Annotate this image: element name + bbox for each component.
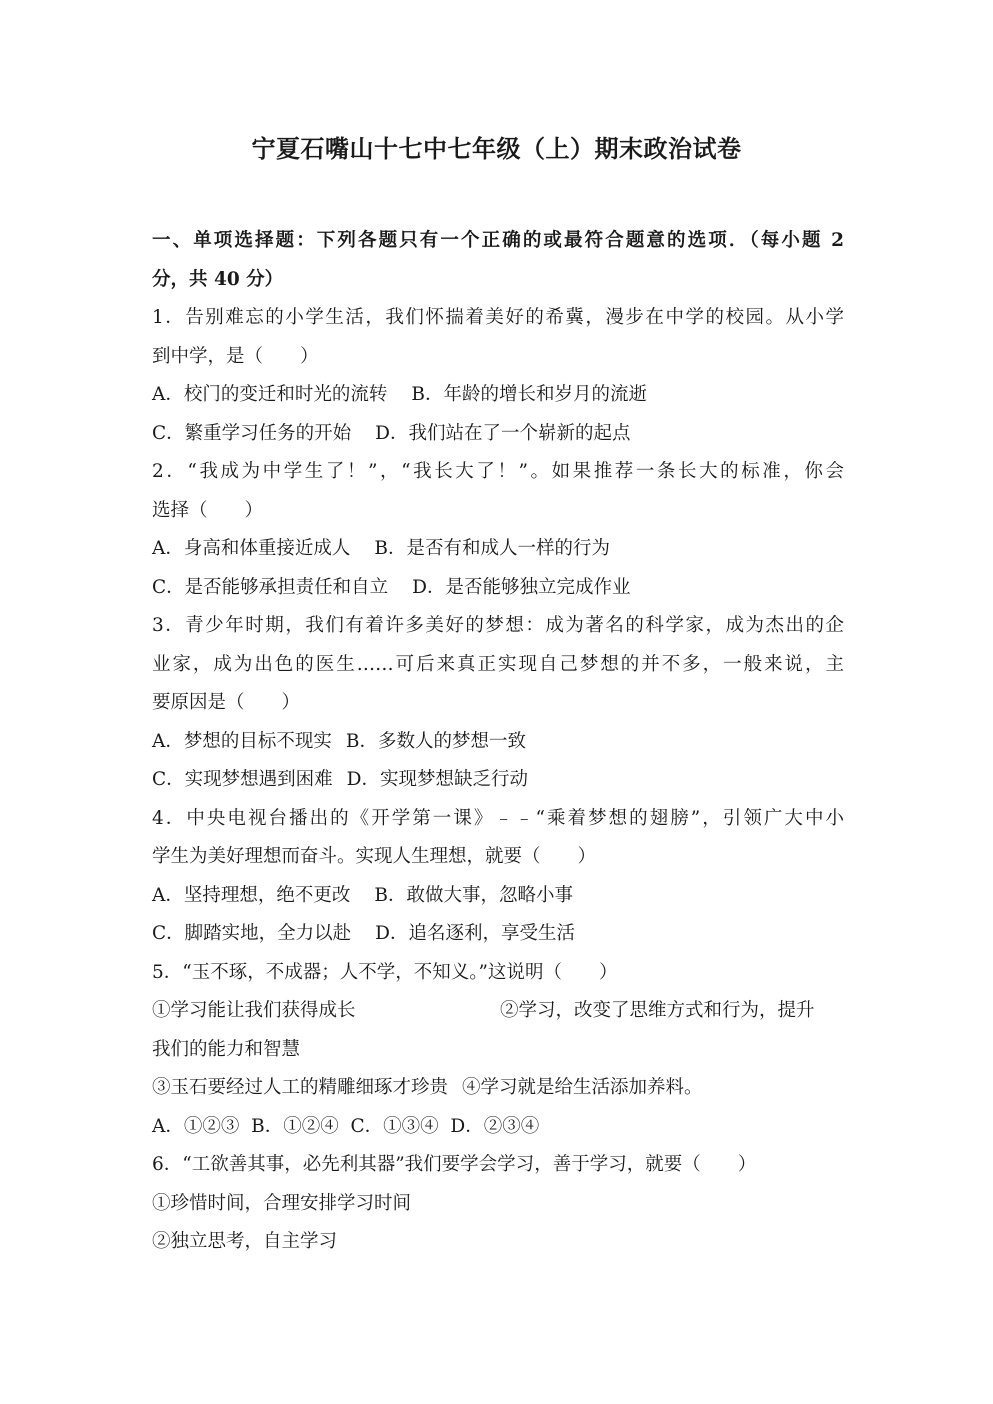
statement-2: ②学习，改变了思维方式和行为，提升: [500, 1000, 815, 1021]
question-1-stem: 1．告别难忘的小学生活，我们怀揣着美好的希冀，漫步在中学的校园。从小学: [152, 307, 844, 328]
option-b: B．年龄的增长和岁月的流逝: [411, 384, 647, 405]
question-2-options-cd: [152, 569, 844, 608]
question-1-options-cd: [152, 415, 844, 454]
option-a: A．身高和体重接近成人: [152, 538, 351, 559]
option-a: A．校门的变迁和时光的流转: [152, 384, 388, 405]
question-3-stem-cont-2: 要原因是（ ）: [152, 692, 301, 713]
question-3-stem: 3．青少年时期，我们有着许多美好的梦想：成为著名的科学家，成为杰出的企: [152, 615, 844, 636]
question-4-stem-cont: 学生为美好理想而奋斗。实现人生理想，就要（ ）: [152, 846, 597, 867]
option-b: B．敢做大事，忽略小事: [374, 884, 573, 906]
option-c: C．是否能够承担责任和自立: [152, 576, 389, 598]
page-title: 宁夏石嘴山十七中七年级（上）期末政治试卷: [251, 134, 742, 163]
option-a: A．坚持理想，绝不更改: [152, 884, 351, 906]
section-heading: 一、单项选择题：下列各题只有一个正确的或最符合题意的选项．（每小题 2: [152, 230, 844, 251]
option-d: D．是否能够独立完成作业: [412, 576, 631, 598]
option-c: C．脚踏实地，全力以赴: [152, 923, 352, 944]
statement-3: ③玉石要经过人工的精雕细琢才珍贵: [152, 1077, 449, 1098]
statement-1: ①珍惜时间，合理安排学习时间: [152, 1192, 412, 1214]
exam-content: [152, 222, 844, 1262]
section-heading-cont: 分，共 40 分）: [152, 268, 284, 290]
question-2-stem-cont: 选择（ ）: [152, 499, 264, 521]
statement-2: ②独立思考，自主学习: [152, 1231, 338, 1252]
question-1-options-ab: [152, 376, 844, 415]
option-d: D．追名逐利，享受生活: [375, 923, 575, 944]
option-c: C．实现梦想遇到困难: [152, 769, 333, 790]
statement-2-cont: 我们的能力和智慧: [152, 1038, 301, 1060]
option-a: A．梦想的目标不现实: [152, 730, 332, 752]
question-2-options-ab: [152, 530, 844, 569]
option-b: B．是否有和成人一样的行为: [374, 538, 610, 559]
question-5-stem: 5．“玉不琢，不成器；人不学，不知义。”这说明（ ）: [152, 961, 618, 983]
question-4-stem: 4．中央电视台播出的《开学第一课》﹣﹣“乘着梦想的翅膀”，引领广大中小: [152, 807, 844, 829]
question-5-items-34: [152, 1069, 844, 1108]
question-4-options-ab: [152, 877, 844, 916]
option-b: B．多数人的梦想一致: [345, 730, 526, 752]
option-c: C．繁重学习任务的开始: [152, 422, 352, 444]
option-d: D．我们站在了一个崭新的起点: [375, 422, 631, 444]
question-3-options-ab: [152, 723, 844, 762]
question-6-stem: 6．“工欲善其事，必先利其器”我们要学会学习，善于学习，就要（ ）: [152, 1154, 757, 1175]
question-4-options-cd: [152, 915, 844, 954]
question-1-stem-cont: 到中学，是（ ）: [152, 345, 319, 367]
question-3-stem-cont: 业家，成为出色的医生……可后来真正实现自己梦想的并不多，一般来说，主: [152, 653, 844, 675]
question-2-stem: 2．“我成为中学生了！”，“我长大了！”。如果推荐一条长大的标准，你会: [152, 461, 844, 482]
question-5-choices: A．①②③ B．①②④ C．①③④ D．②③④: [152, 1115, 540, 1137]
statement-4: ④学习就是给生活添加养料。: [462, 1077, 703, 1098]
question-3-options-cd: [152, 761, 844, 800]
question-5-items-12: [152, 992, 844, 1031]
statement-1: ①学习能让我们获得成长: [152, 1000, 356, 1021]
option-d: D．实现梦想缺乏行动: [346, 769, 528, 790]
